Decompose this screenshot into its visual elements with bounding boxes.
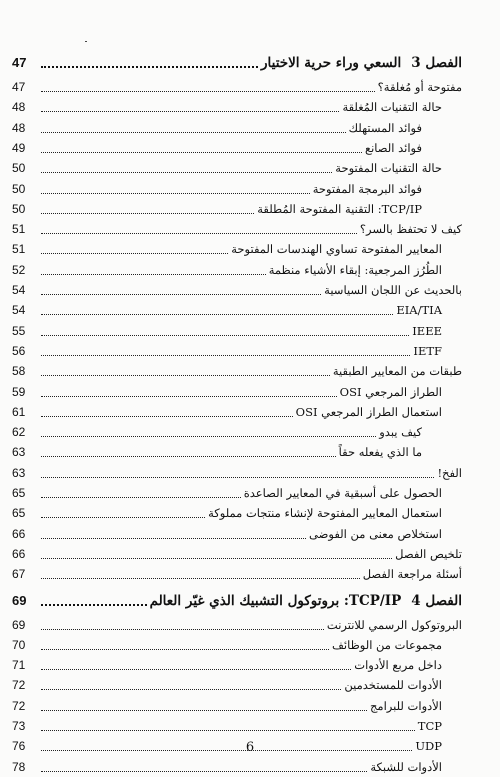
dot-leader xyxy=(41,604,147,606)
dot-leader xyxy=(41,274,266,275)
dot-leader xyxy=(41,477,434,478)
toc-entry-title: مجموعات من الوظائف xyxy=(332,637,442,652)
toc-row xyxy=(12,443,422,462)
toc-entry-title: IEEE xyxy=(412,323,442,338)
toc-row xyxy=(12,180,422,199)
toc-page-number: 71 xyxy=(12,658,26,673)
chapter-label: الفصل 3 xyxy=(411,55,462,71)
toc-entry-title: فوائد البرمجة المفتوحة xyxy=(312,181,422,196)
toc-page-number: 66 xyxy=(12,526,26,541)
toc-page-number: 65 xyxy=(12,506,26,521)
dot-leader xyxy=(41,669,351,670)
dot-leader xyxy=(41,710,367,711)
toc-row xyxy=(12,423,422,442)
toc-row xyxy=(12,78,462,97)
dot-leader xyxy=(41,730,415,731)
toc-page-number: 58 xyxy=(12,364,26,379)
toc-page-number: 72 xyxy=(12,678,26,693)
toc-page-number: 50 xyxy=(12,201,26,216)
toc-page-number: 55 xyxy=(12,323,26,338)
toc-row xyxy=(12,362,462,381)
toc-row xyxy=(12,636,442,655)
toc-row xyxy=(12,322,442,341)
toc-row xyxy=(12,697,442,716)
toc-page-number: 52 xyxy=(12,262,26,277)
toc-entry-title: مفتوحة أو مُغلقة؟ xyxy=(377,80,462,94)
toc-row xyxy=(12,342,442,361)
toc-page-number: 62 xyxy=(12,425,26,440)
toc-row xyxy=(12,98,442,117)
toc-row xyxy=(12,656,442,675)
dot-leader xyxy=(41,456,336,457)
toc-page-number: 66 xyxy=(12,546,26,561)
toc-row xyxy=(12,383,442,402)
toc-entry-title: TCP/IP: التقنية المفتوحة المُطلقة xyxy=(257,201,422,216)
toc-row xyxy=(12,758,442,777)
dot-leader xyxy=(41,538,306,539)
toc-page-number: 72 xyxy=(12,698,26,713)
toc-entry-title: الطُرُز المرجعية: إبقاء الأشياء منظمة xyxy=(268,262,442,277)
toc-page-number: 49 xyxy=(12,140,26,155)
toc-page-number: 51 xyxy=(12,242,26,257)
dot-leader xyxy=(41,152,362,153)
toc-entry-title: المعايير المفتوحة تساوي الهندسات المفتوحة xyxy=(231,242,442,257)
dot-leader xyxy=(41,355,410,356)
toc-entry-title: فوائد المستهلك xyxy=(348,120,422,135)
toc-row xyxy=(12,616,462,635)
toc-page-number: 47 xyxy=(12,55,27,70)
dot-leader xyxy=(41,172,332,173)
dot-leader xyxy=(41,111,339,112)
toc-entry-title: استخلاص معنى من الفوضى xyxy=(309,526,442,541)
toc-page-number: 59 xyxy=(12,384,26,399)
toc-page-number: 69 xyxy=(12,617,26,632)
toc-row xyxy=(12,220,462,239)
toc-entry-title: استعمال الطراز المرجعي OSI xyxy=(295,404,442,419)
toc-page-number: 50 xyxy=(12,181,26,196)
toc-page-number: 69 xyxy=(12,592,27,608)
toc-row xyxy=(12,484,442,503)
toc-entry-title: كيف لا تحتفظ بالسر؟ xyxy=(359,222,462,237)
dot-leader xyxy=(41,132,346,133)
toc-page-number: 78 xyxy=(12,759,26,774)
dot-leader xyxy=(41,375,330,376)
toc-entry-title: الأدوات للمستخدمين xyxy=(344,678,442,693)
toc-entry-title: تلخيص الفصل xyxy=(395,546,462,561)
dot-leader xyxy=(41,649,329,650)
toc-page-number: 51 xyxy=(12,222,26,237)
toc-row xyxy=(12,261,442,280)
toc-chapter-row xyxy=(12,590,462,612)
toc-page-number: 50 xyxy=(12,161,26,176)
toc-row xyxy=(12,525,442,544)
chapter-title: السعي وراء حرية الاختيار xyxy=(260,55,402,71)
toc-entry-title: حالة التقنيات المُغلقة xyxy=(342,100,442,115)
toc-entry-title: الأدوات للبرامج xyxy=(369,698,442,713)
dot-leader xyxy=(41,193,310,194)
toc-entry-title: ما الذي يفعله حقاً xyxy=(338,445,422,460)
toc-entry-title: EIA/TIA xyxy=(396,303,442,318)
dot-leader xyxy=(41,314,393,315)
toc-entry-title: IETF xyxy=(413,343,442,358)
dot-leader xyxy=(41,771,367,772)
toc-row xyxy=(12,504,442,523)
toc-entry-title: أسئلة مراجعة الفصل xyxy=(362,567,462,582)
toc-entry-title: داخل مربع الأدوات xyxy=(354,658,442,673)
dot-leader xyxy=(41,335,409,336)
page-number: 6 xyxy=(245,740,255,755)
toc-page-number: 73 xyxy=(12,719,26,733)
toc-entry-title: استعمال المعايير المفتوحة لإنشاء منتجات مملوكة xyxy=(208,506,442,521)
toc-page-number: 61 xyxy=(12,404,26,419)
chapter-title: TCP/IP: بروتوكول التشبيك الذي غيّر العالم xyxy=(149,592,402,609)
toc-entry-title: الحصول على أسبقية في المعايير الصاعدة xyxy=(243,486,442,500)
toc-entry-title: الأدوات للشبكة xyxy=(370,759,442,774)
toc-row xyxy=(12,159,442,178)
toc-page-number: 54 xyxy=(12,303,26,318)
toc-page-number: 63 xyxy=(12,465,26,480)
dot-leader xyxy=(41,253,228,254)
dot-leader xyxy=(41,517,205,518)
toc-entry-title: البروتوكول الرسمي للانترنت xyxy=(326,617,462,632)
toc-page-number: 56 xyxy=(12,343,26,358)
scan-mark xyxy=(85,41,87,42)
dot-leader xyxy=(41,436,376,437)
toc-row xyxy=(12,403,442,422)
toc-row xyxy=(12,717,442,736)
toc-row xyxy=(12,119,422,138)
dot-leader xyxy=(41,66,258,68)
toc-entry-title: الطراز المرجعي OSI xyxy=(339,384,442,399)
toc-page-number: 48 xyxy=(12,120,26,135)
dot-leader xyxy=(41,629,324,630)
toc-entry-title: بالحديث عن اللجان السياسية xyxy=(324,283,462,297)
toc-entry-title: طبقات من المعايير الطبقية xyxy=(332,364,462,379)
dot-leader xyxy=(41,233,357,234)
dot-leader xyxy=(41,91,375,92)
toc-row xyxy=(12,200,422,219)
toc-page-number: 48 xyxy=(12,100,26,115)
dot-leader xyxy=(41,497,241,498)
toc-row xyxy=(12,139,422,158)
toc-entry-title: UDP xyxy=(415,739,442,754)
toc-page-number: 47 xyxy=(12,80,26,94)
toc-row xyxy=(12,545,462,564)
toc-row xyxy=(12,301,442,320)
toc-page-number: 67 xyxy=(12,567,26,582)
dot-leader xyxy=(41,558,392,559)
toc-entry-title: حالة التقنيات المفتوحة xyxy=(335,161,442,176)
dot-leader xyxy=(41,689,341,690)
toc-page-number: 76 xyxy=(12,739,26,754)
toc-page-number: 54 xyxy=(12,283,26,297)
toc-entry-title: الفخ! xyxy=(437,465,462,480)
chapter-label: الفصل 4 xyxy=(411,592,462,609)
toc-page-number: 65 xyxy=(12,486,26,500)
toc-row xyxy=(12,464,462,483)
dot-leader xyxy=(41,213,254,214)
dot-leader xyxy=(41,294,321,295)
toc-entry-title: TCP xyxy=(417,719,442,733)
toc-row xyxy=(12,676,442,695)
toc-chapter-row xyxy=(12,52,462,74)
toc-entry-title: فوائد الصانع xyxy=(364,140,422,155)
dot-leader xyxy=(41,416,293,417)
toc-entry-title: كيف يبدو xyxy=(379,425,422,440)
toc-row xyxy=(12,565,462,584)
toc-row xyxy=(12,281,462,300)
dot-leader xyxy=(41,578,360,579)
dot-leader xyxy=(41,396,337,397)
toc-page-number: 63 xyxy=(12,445,26,460)
toc-page-number: 70 xyxy=(12,637,26,652)
toc-row xyxy=(12,240,442,259)
